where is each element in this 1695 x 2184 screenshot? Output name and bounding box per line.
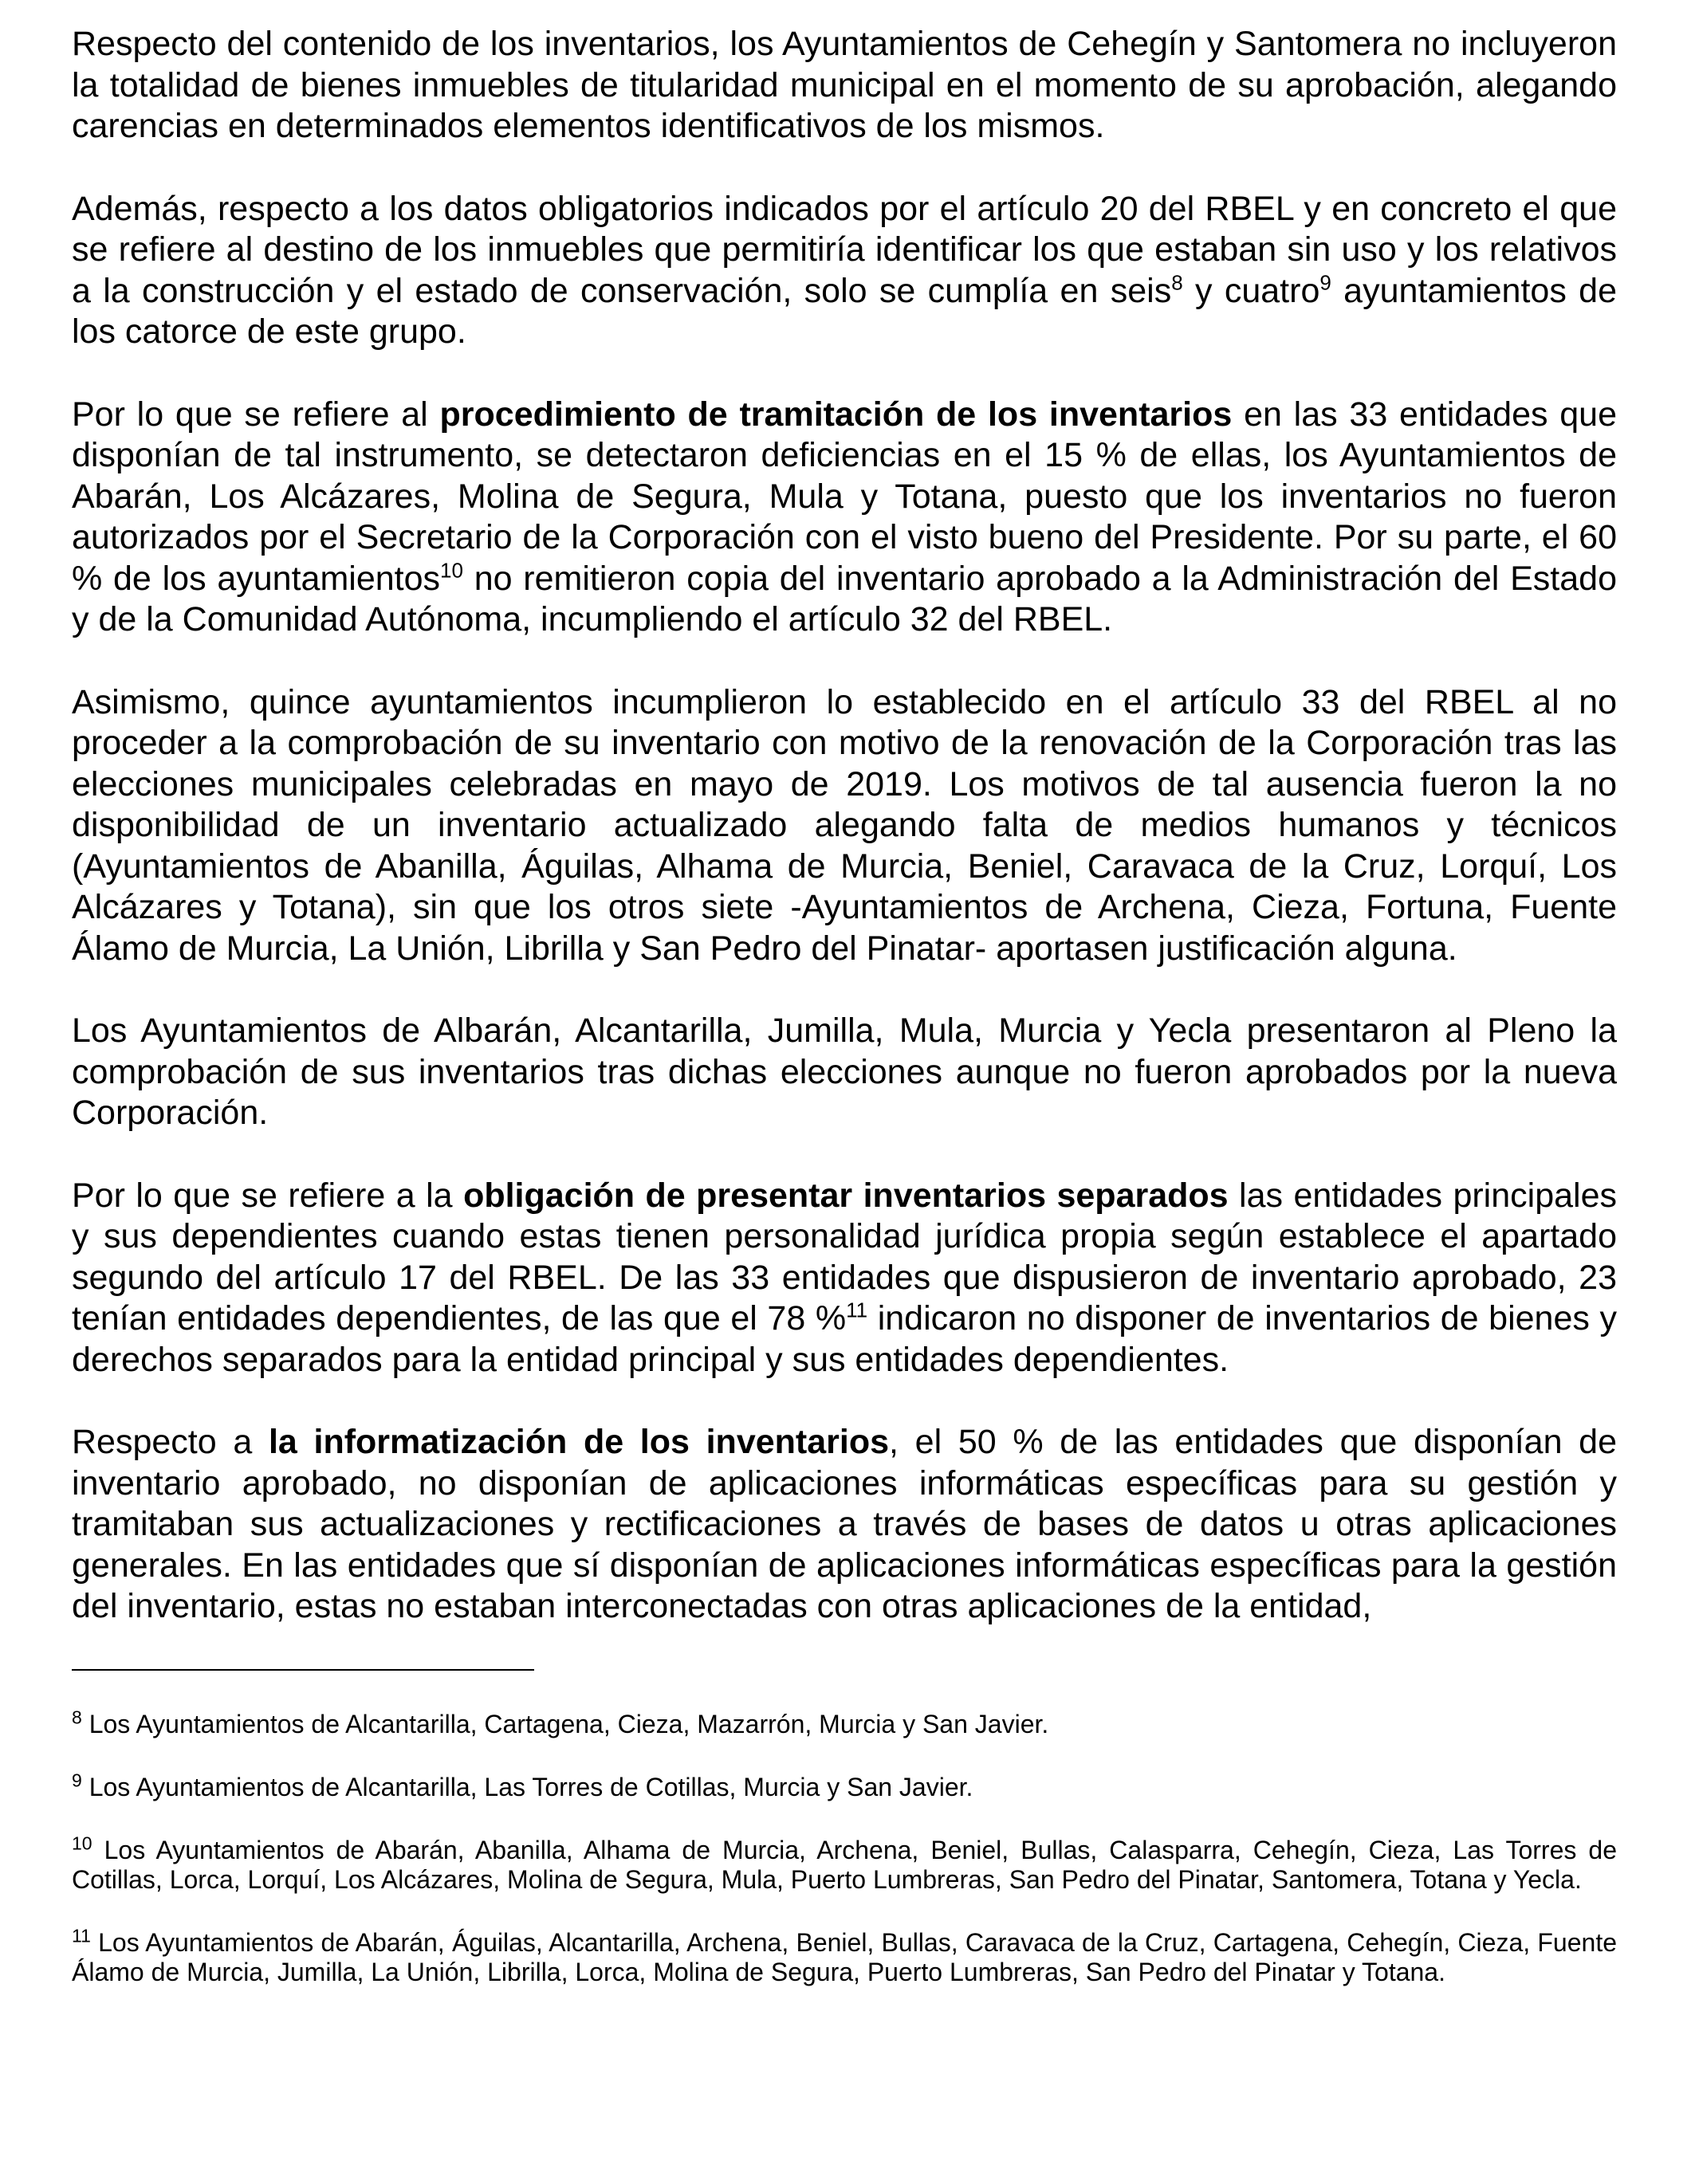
paragraph-text: Respecto del contenido de los inventarios, los Ayuntamientos de Cehegín y Santomera no incluyeron la totalidad de bienes inmuebles de titularidad municipal en el momento de su aprobación, alegando carencias en determinados elementos identificativos de los mismos. <box>72 25 1617 145</box>
paragraph-7 <box>72 1422 1617 1628</box>
footnote-reference: 11 <box>846 1298 868 1322</box>
footnote-text: Los Ayuntamientos de Abarán, Águilas, Alcantarilla, Archena, Beniel, Bullas, Caravaca de la Cruz, Cartagena, Cehegín, Cieza, Fuente Álamo de Murcia, Jumilla, La Unión, Librilla, Lorca, Molina de Segura, Puerto Lumbreras, San Pedro del Pinatar y Totana. <box>72 1927 1617 1986</box>
footnote-11 <box>72 1924 1617 1987</box>
footnotes <box>72 1706 1617 1987</box>
footnote-reference: 9 <box>1319 270 1331 295</box>
paragraph-text: , el 50 % de las entidades que disponían de inventario aprobado, no disponían de aplicaciones informáticas específicas para su gestión y tramitaban sus actualizaciones y rectificaciones a través de bases de datos u otras aplicaciones generales. En las entidades que sí disponían de aplicaciones informáticas específicas para la gestión del inventario, estas no estaban interconectadas con otras aplicaciones de la entidad, <box>72 1423 1618 1625</box>
footnote-text: Los Ayuntamientos de Alcantarilla, Las Torres de Cotillas, Murcia y San Javier. <box>81 1772 973 1801</box>
footnote-10 <box>72 1832 1617 1895</box>
body-text <box>72 24 1617 1628</box>
paragraph-text: en las 33 entidades que disponían de tal instrumento, se detectaron deficiencias en el 15 % de ellas, los Ayuntamientos de Abarán, Los Alcázares, Molina de Segura, Mula y Totana, puesto que los inventarios no fueron autorizados por el Secretario de la Corporación con el visto bueno del Presidente. Por su parte, el 60 % de los ayuntamientos <box>72 395 1617 598</box>
paragraph-text: Respecto a <box>72 1423 269 1461</box>
paragraph-1 <box>72 24 1617 147</box>
paragraph-4 <box>72 682 1617 970</box>
paragraph-text: ayuntamientos de los catorce de este grupo. <box>72 271 1617 351</box>
paragraph-3 <box>72 395 1617 641</box>
paragraph-text: y cuatro <box>1182 271 1320 310</box>
bold-heading-phrase: la informatización de los inventarios <box>268 1423 890 1461</box>
bold-heading-phrase: obligación de presentar inventarios separados <box>463 1176 1229 1215</box>
footnote-9 <box>72 1769 1617 1802</box>
footnote-reference: 8 <box>1171 270 1183 295</box>
paragraph-text: no remitieron copia del inventario aprobado a la Administración del Estado y de la Comunidad Autónoma, incumpliendo el artículo 32 del RBEL. <box>72 559 1617 638</box>
paragraph-text: Además, respecto a los datos obligatorios indicados por el artículo 20 del RBEL y en concreto el que se refiere al destino de los inmuebles que permitiría identificar los que estaban sin uso y los relativos a la construcción y el estado de conservación, solo se cumplía en seis <box>72 189 1617 310</box>
footnote-number: 11 <box>72 1924 91 1946</box>
footnote-reference: 10 <box>440 558 463 583</box>
paragraph-text: Los Ayuntamientos de Albarán, Alcantarilla, Jumilla, Mula, Murcia y Yecla presentaron al Pleno la comprobación de sus inventarios tras dichas elecciones aunque no fueron aprobados por la nueva Corporación. <box>72 1011 1617 1132</box>
document-page <box>72 24 1617 2021</box>
footnote-text: Los Ayuntamientos de Abarán, Abanilla, Alhama de Murcia, Archena, Beniel, Bullas, Calasparra, Cehegín, Cieza, Las Torres de Cotillas, Lorca, Lorquí, Los Alcázares, Molina de Segura, Mula, Puerto Lumbreras, San Pedro del Pinatar, Santomera, Totana y Yecla. <box>72 1835 1617 1894</box>
paragraph-text: indicaron no disponer de inventarios de bienes y derechos separados para la entidad principal y sus entidades dependientes. <box>72 1299 1617 1379</box>
footnote-8 <box>72 1706 1617 1739</box>
footnote-number: 8 <box>72 1706 82 1727</box>
footnote-separator <box>72 1669 534 1671</box>
paragraph-text: las entidades principales y sus dependientes cuando estas tienen personalidad jurídica propia según establece el apartado segundo del artículo 17 del RBEL. De las 33 entidades que dispusieron de inventario aprobado, 23 tenían entidades dependientes, de las que el 78 % <box>72 1176 1617 1338</box>
paragraph-6 <box>72 1176 1617 1381</box>
paragraph-text: Por lo que se refiere al <box>72 395 440 434</box>
paragraph-2 <box>72 189 1617 353</box>
footnote-text: Los Ayuntamientos de Alcantarilla, Cartagena, Cieza, Mazarrón, Murcia y San Javier. <box>81 1709 1049 1738</box>
paragraph-5 <box>72 1011 1617 1134</box>
paragraph-text: Asimismo, quince ayuntamientos incumplieron lo establecido en el artículo 33 del RBEL al no proceder a la comprobación de su inventario con motivo de la renovación de la Corporación tras las elecciones municipales celebradas en mayo de 2019. Los motivos de tal ausencia fueron la no disponibilidad de un inventario actualizado alegando falta de medios humanos y técnicos (Ayuntamientos de Abanilla, Águilas, Alhama de Murcia, Beniel, Caravaca de la Cruz, Lorquí, Los Alcázares y Totana), sin que los otros siete -Ayuntamientos de Archena, Cieza, Fortuna, Fuente Álamo de Murcia, La Unión, Librilla y San Pedro del Pinatar- aportasen justificación alguna. <box>72 682 1617 968</box>
paragraph-text: Por lo que se refiere a la <box>72 1176 464 1215</box>
footnote-number: 9 <box>72 1769 82 1790</box>
bold-heading-phrase: procedimiento de tramitación de los inventarios <box>439 395 1233 434</box>
footnote-number: 10 <box>72 1832 92 1853</box>
